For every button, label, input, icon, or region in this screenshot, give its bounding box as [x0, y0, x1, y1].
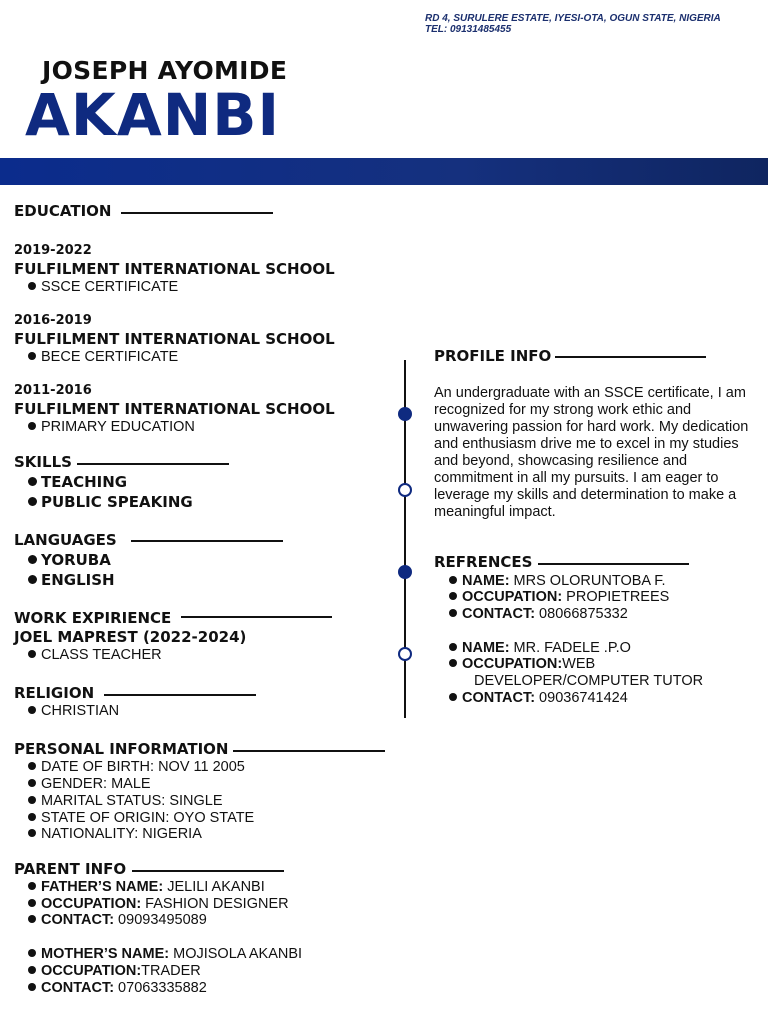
bullet-icon: [28, 575, 37, 584]
list-item: OCCUPATION:TRADER: [28, 963, 201, 980]
bullet-icon: [28, 282, 36, 290]
list-item: SSCE CERTIFICATE: [28, 279, 178, 296]
parent-info-heading: PARENT INFO: [14, 860, 127, 878]
timeline-node-open: [398, 647, 412, 661]
education-years: 2019-2022: [14, 243, 92, 258]
bullet-icon: [28, 497, 37, 506]
last-name: AKANBI: [25, 81, 281, 149]
list-item: CLASS TEACHER: [28, 647, 162, 664]
references-rule: [538, 563, 689, 565]
list-item: CHRISTIAN: [28, 703, 119, 720]
education-years: 2011-2016: [14, 383, 92, 398]
timeline-node-open: [398, 483, 412, 497]
parent-info-rule: [132, 870, 284, 872]
skills-rule: [77, 463, 229, 465]
list-item: OCCUPATION:WEB: [449, 656, 595, 673]
personal-info-rule: [233, 750, 385, 752]
bullet-icon: [449, 643, 457, 651]
address-text: RD 4, SURULERE ESTATE, IYESI-OTA, OGUN STATE, NIGERIA: [425, 13, 721, 24]
work-heading: WORK EXPIRIENCE: [14, 609, 172, 627]
list-item: CONTACT: 07063335882: [28, 980, 207, 997]
occupation-continued: DEVELOPER/COMPUTER TUTOR: [474, 673, 704, 689]
timeline-node-filled: [398, 565, 412, 579]
contact-address-block: [425, 13, 721, 35]
first-name: JOSEPH AYOMIDE: [42, 56, 288, 85]
list-item: OCCUPATION: FASHION DESIGNER: [28, 896, 289, 913]
bullet-icon: [28, 706, 36, 714]
bullet-icon: [28, 899, 36, 907]
language-item: YORUBA: [28, 550, 111, 570]
bullet-icon: [28, 650, 36, 658]
bullet-icon: [449, 693, 457, 701]
list-item: CONTACT: 09093495089: [28, 912, 207, 929]
references-heading: REFRENCES: [434, 553, 533, 571]
profile-info-rule: [555, 356, 706, 358]
list-item: FATHER’S NAME: JELILI AKANBI: [28, 879, 265, 896]
list-item: CONTACT: 08066875332: [449, 606, 628, 623]
bullet-icon: [449, 576, 457, 584]
list-item: DATE OF BIRTH: NOV 11 2005: [28, 759, 245, 776]
list-item: PRIMARY EDUCATION: [28, 419, 195, 436]
profile-paragraph: An undergraduate with an SSCE certificate, I am recognized for my strong work ethic and unwavering passion for hard work. My dedication and enthusiasm drive me to excel in my studies and beyond, showcasing resilience and commitment in all my pursuits. I am eager to leverage my skills and determination to make a meaningful impact.: [434, 385, 749, 520]
bullet-icon: [28, 477, 37, 486]
list-item: MOTHER’S NAME: MOJISOLA AKANBI: [28, 946, 302, 963]
personal-info-heading: PERSONAL INFORMATION: [14, 740, 229, 758]
skill-item: PUBLIC SPEAKING: [28, 492, 193, 512]
list-item: BECE CERTIFICATE: [28, 349, 178, 366]
work-employer: JOEL MAPREST (2022-2024): [14, 628, 247, 646]
education-school: FULFILMENT INTERNATIONAL SCHOOL: [14, 260, 335, 278]
header-band: [0, 158, 768, 185]
bullet-icon: [28, 882, 36, 890]
bullet-icon: [28, 422, 36, 430]
bullet-icon: [28, 796, 36, 804]
education-school: FULFILMENT INTERNATIONAL SCHOOL: [14, 330, 335, 348]
bullet-icon: [449, 592, 457, 600]
list-item: GENDER: MALE: [28, 776, 151, 793]
list-item: OCCUPATION: PROPIETREES: [449, 589, 669, 606]
profile-info-heading: PROFILE INFO: [434, 347, 552, 365]
bullet-icon: [28, 762, 36, 770]
list-item: CONTACT: 09036741424: [449, 690, 628, 707]
bullet-icon: [449, 609, 457, 617]
skills-heading: SKILLS: [14, 453, 72, 471]
religion-rule: [104, 694, 256, 696]
list-item: NATIONALITY: NIGERIA: [28, 826, 202, 843]
language-item: ENGLISH: [28, 570, 115, 590]
bullet-icon: [28, 829, 36, 837]
education-heading: EDUCATION: [14, 202, 112, 220]
bullet-icon: [28, 813, 36, 821]
bullet-icon: [28, 915, 36, 923]
bullet-icon: [28, 949, 36, 957]
list-item: NAME: MRS OLORUNTOBA F.: [449, 573, 666, 590]
education-rule: [121, 212, 273, 214]
skill-item: TEACHING: [28, 472, 127, 492]
bullet-icon: [28, 983, 36, 991]
religion-heading: RELIGION: [14, 684, 95, 702]
list-item: STATE OF ORIGIN: OYO STATE: [28, 810, 254, 827]
list-item: NAME: MR. FADELE .P.O: [449, 640, 631, 657]
languages-rule: [131, 540, 283, 542]
education-years: 2016-2019: [14, 313, 92, 328]
education-school: FULFILMENT INTERNATIONAL SCHOOL: [14, 400, 335, 418]
telephone-text: TEL: 09131485455: [425, 24, 512, 35]
bullet-icon: [28, 555, 37, 564]
bullet-icon: [28, 966, 36, 974]
work-rule: [181, 616, 332, 618]
timeline-node-filled: [398, 407, 412, 421]
list-item: MARITAL STATUS: SINGLE: [28, 793, 223, 810]
languages-heading: LANGUAGES: [14, 531, 117, 549]
bullet-icon: [449, 659, 457, 667]
bullet-icon: [28, 779, 36, 787]
bullet-icon: [28, 352, 36, 360]
